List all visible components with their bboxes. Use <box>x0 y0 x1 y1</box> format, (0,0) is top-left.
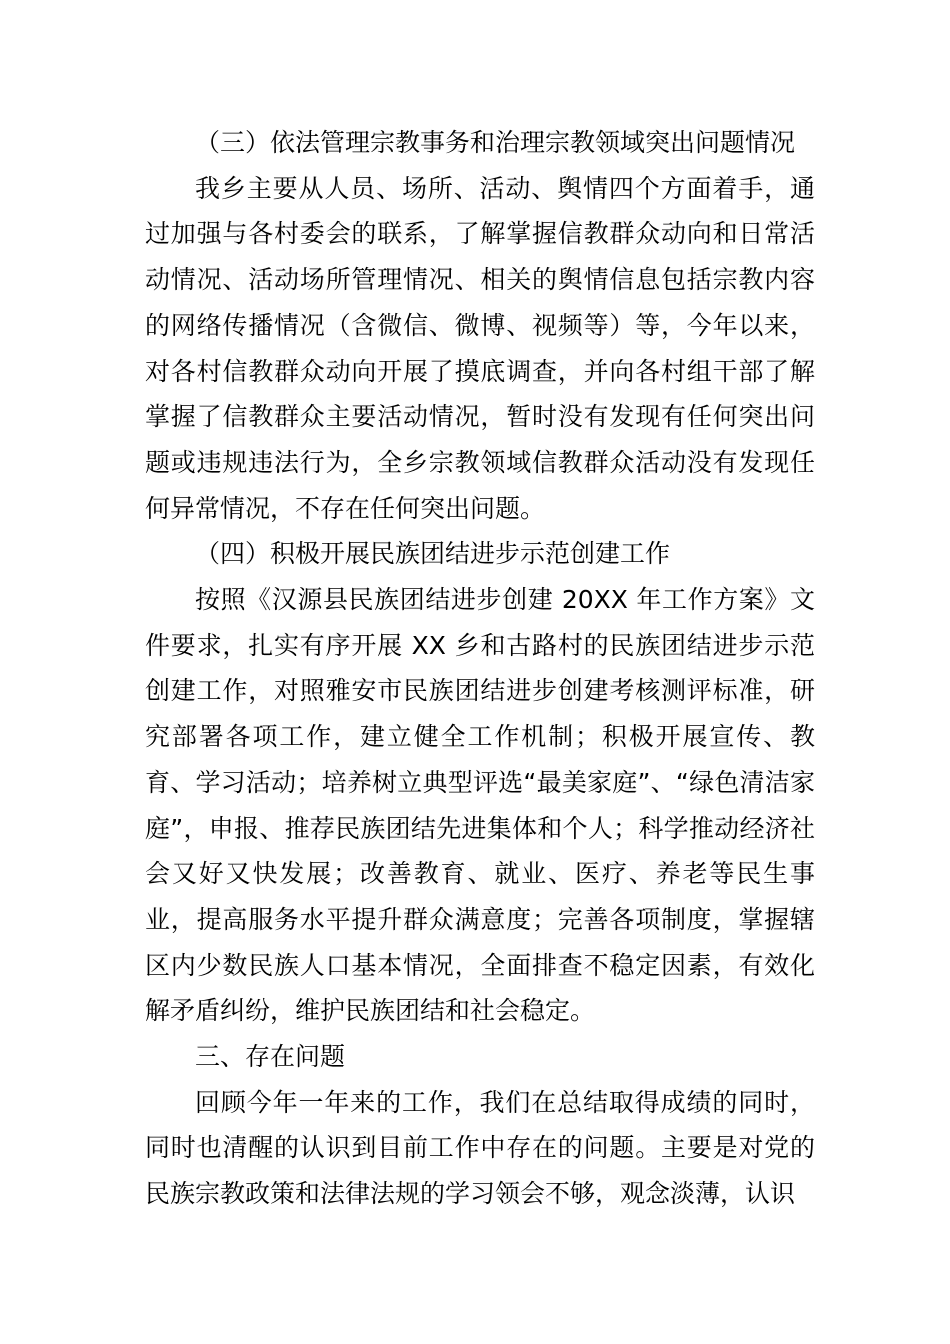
section-heading-problems: 三、存在问题 <box>195 1042 346 1072</box>
document-body <box>145 120 815 1217</box>
paragraph-problems: 回顾今年一年来的工作，我们在总结取得成绩的同时，同时也清醒的认识到目前工作中存在的问题。主要是对党的民族宗教政策和法律法规的学习领会不够，观念淡薄，认识 <box>145 1087 815 1209</box>
section-heading-four: （四）积极开展民族团结进步示范创建工作 <box>195 539 671 569</box>
section-heading-three: （三）依法管理宗教事务和治理宗教领域突出问题情况 <box>195 128 796 157</box>
paragraph-religious-affairs: 我乡主要从人员、场所、活动、舆情四个方面着手，通过加强与各村委会的联系，了解掌握信教群众动向和日常活动情况、活动场所管理情况、相关的舆情信息包括宗教内容的网络传播情况（含微信、微博、视频等）等，今年以来， 对各村信教群众动向开展了摸底调查，并向各村组干部了解掌握了信教群众主要活动情况，暂时没有发现有任何突出问题或违规违法行为，全乡宗教领域信教群众活动没有发现任何异常情况，不存在任何突出问题。 <box>145 173 815 523</box>
paragraph-ethnic-unity: 按照《汉源县民族团结进步创建 20XX 年工作方案》文件要求，扎实有序开展 XX 乡和古路村的民族团结进步示范创建工作，对照雅安市民族团结进步创建考核测评标准，研究部署各项工作，建立健全工作机制；积极开展宣传、教育、学习活动；培养树立典型评选“最美家庭”、“绿色清洁家庭”，申报、推荐民族团结先进集体和个人；科学推动经济社会又好又快发展；改善教育、就业、医疗、养老等民生事业，提高服务水平提升群众满意度；完善各项制度，掌握辖区内少数民族人口基本情况，全面排查不稳定因素，有效化解矛盾纠纷，维护民族团结和社会稳定。 <box>145 585 815 1026</box>
